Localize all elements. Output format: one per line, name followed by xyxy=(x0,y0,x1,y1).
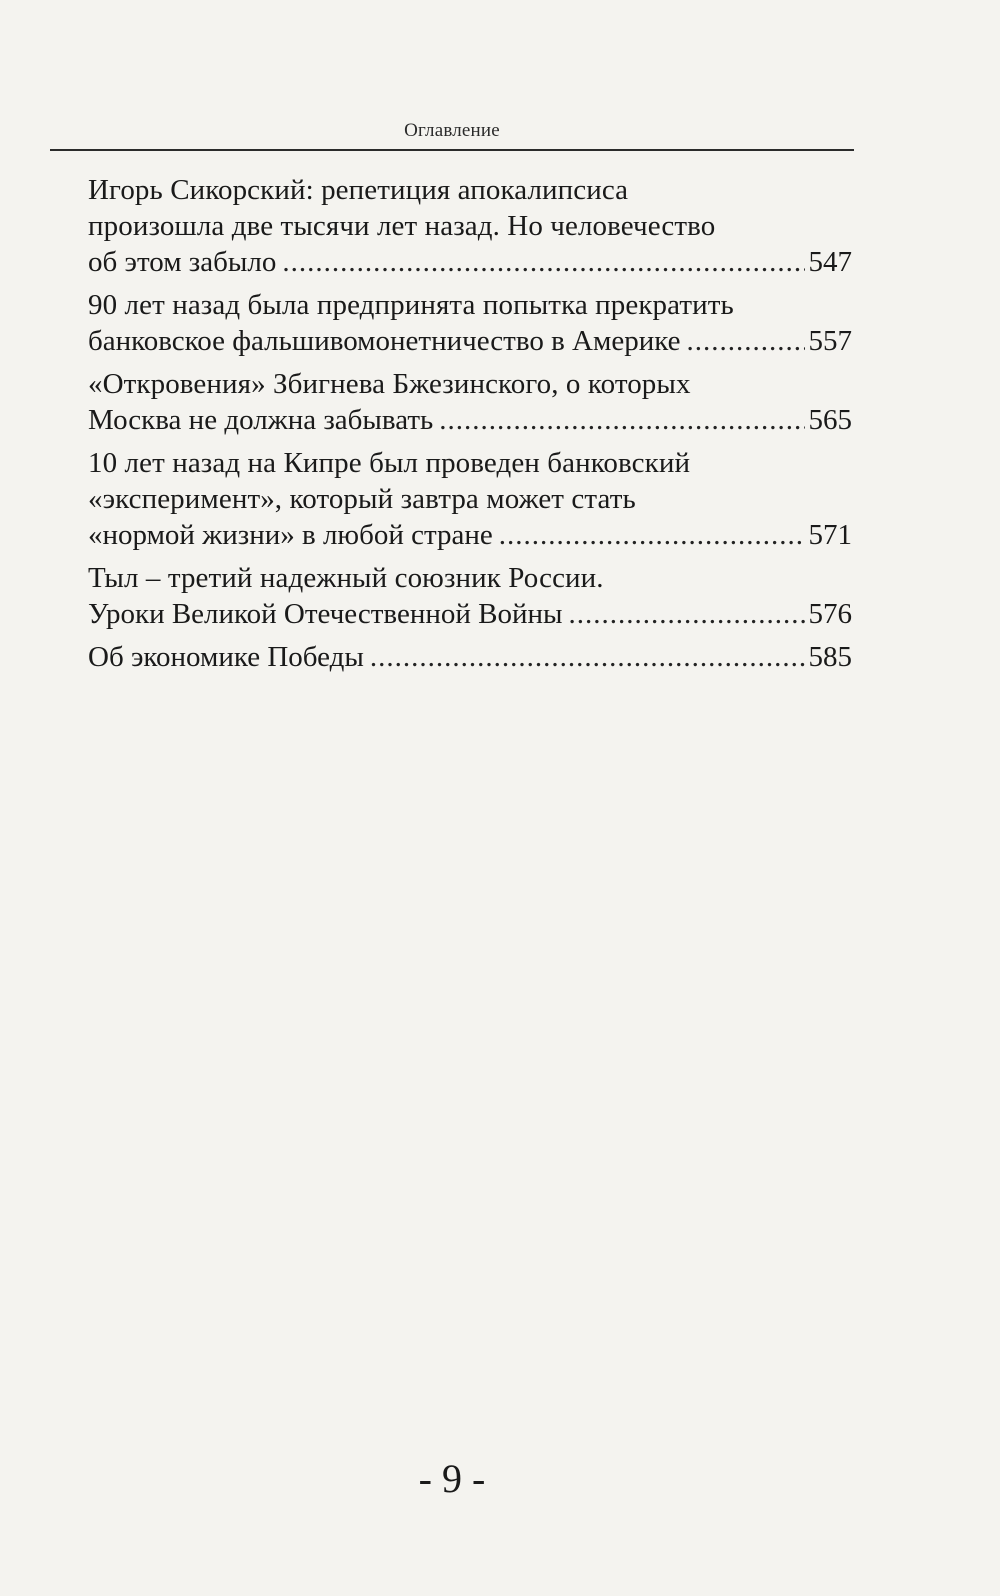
dot-leader xyxy=(439,402,804,438)
toc-page-number: 576 xyxy=(808,598,852,630)
toc-entry-line: банковское фальшивомонетничество в Америке xyxy=(88,325,681,357)
dot-leader xyxy=(370,639,805,675)
toc-entry-line: Игорь Сикорский: репетиция апокалипсиса xyxy=(88,174,629,206)
toc-entry-line: «нормой жизни» в любой стране xyxy=(88,519,493,551)
toc-entry-line: произошла две тысячи лет назад. Но человечество xyxy=(88,210,716,242)
toc-page-number: 571 xyxy=(808,519,852,551)
toc-entry-line: об этом забыло xyxy=(88,246,277,278)
toc-entry-line: «Откровения» Збигнева Бжезинского, о которых xyxy=(88,368,691,400)
toc-entry-line: Москва не должна забывать xyxy=(88,404,434,436)
toc-page-number: 565 xyxy=(808,404,852,436)
toc-page-number: 557 xyxy=(808,325,852,357)
toc-entry-last-line xyxy=(88,323,852,359)
toc-entry[interactable] xyxy=(88,639,852,675)
dot-leader xyxy=(282,244,804,280)
toc-entry[interactable] xyxy=(88,287,852,359)
toc-entry[interactable] xyxy=(88,172,852,280)
toc-entry[interactable] xyxy=(88,445,852,553)
toc-entry-last-line xyxy=(88,639,852,675)
toc-entry-last-line xyxy=(88,402,852,438)
dot-leader xyxy=(499,517,805,553)
table-of-contents xyxy=(88,172,852,682)
page-number-footer: - 9 - xyxy=(418,1456,486,1501)
toc-page-number: 547 xyxy=(808,246,852,278)
toc-entry-line: Тыл – третий надежный союзник России. xyxy=(88,562,604,594)
toc-entry-line: 90 лет назад была предпринята попытка прекратить xyxy=(88,289,734,321)
toc-entry[interactable] xyxy=(88,560,852,632)
toc-entry-last-line xyxy=(88,596,852,632)
toc-entry-line: Об экономике Победы xyxy=(88,641,364,673)
toc-entry-last-line xyxy=(88,517,852,553)
header-rule xyxy=(50,149,854,151)
toc-entry-last-line xyxy=(88,244,852,280)
dot-leader xyxy=(686,323,804,359)
toc-entry-line: «эксперимент», который завтра может стать xyxy=(88,483,636,515)
toc-entry-line: Уроки Великой Отечественной Войны xyxy=(88,598,563,630)
dot-leader xyxy=(569,596,805,632)
toc-page-number: 585 xyxy=(808,641,852,673)
toc-entry-line: 10 лет назад на Кипре был проведен банковский xyxy=(88,447,691,479)
toc-entry[interactable] xyxy=(88,366,852,438)
running-head: Оглавление xyxy=(404,120,500,141)
